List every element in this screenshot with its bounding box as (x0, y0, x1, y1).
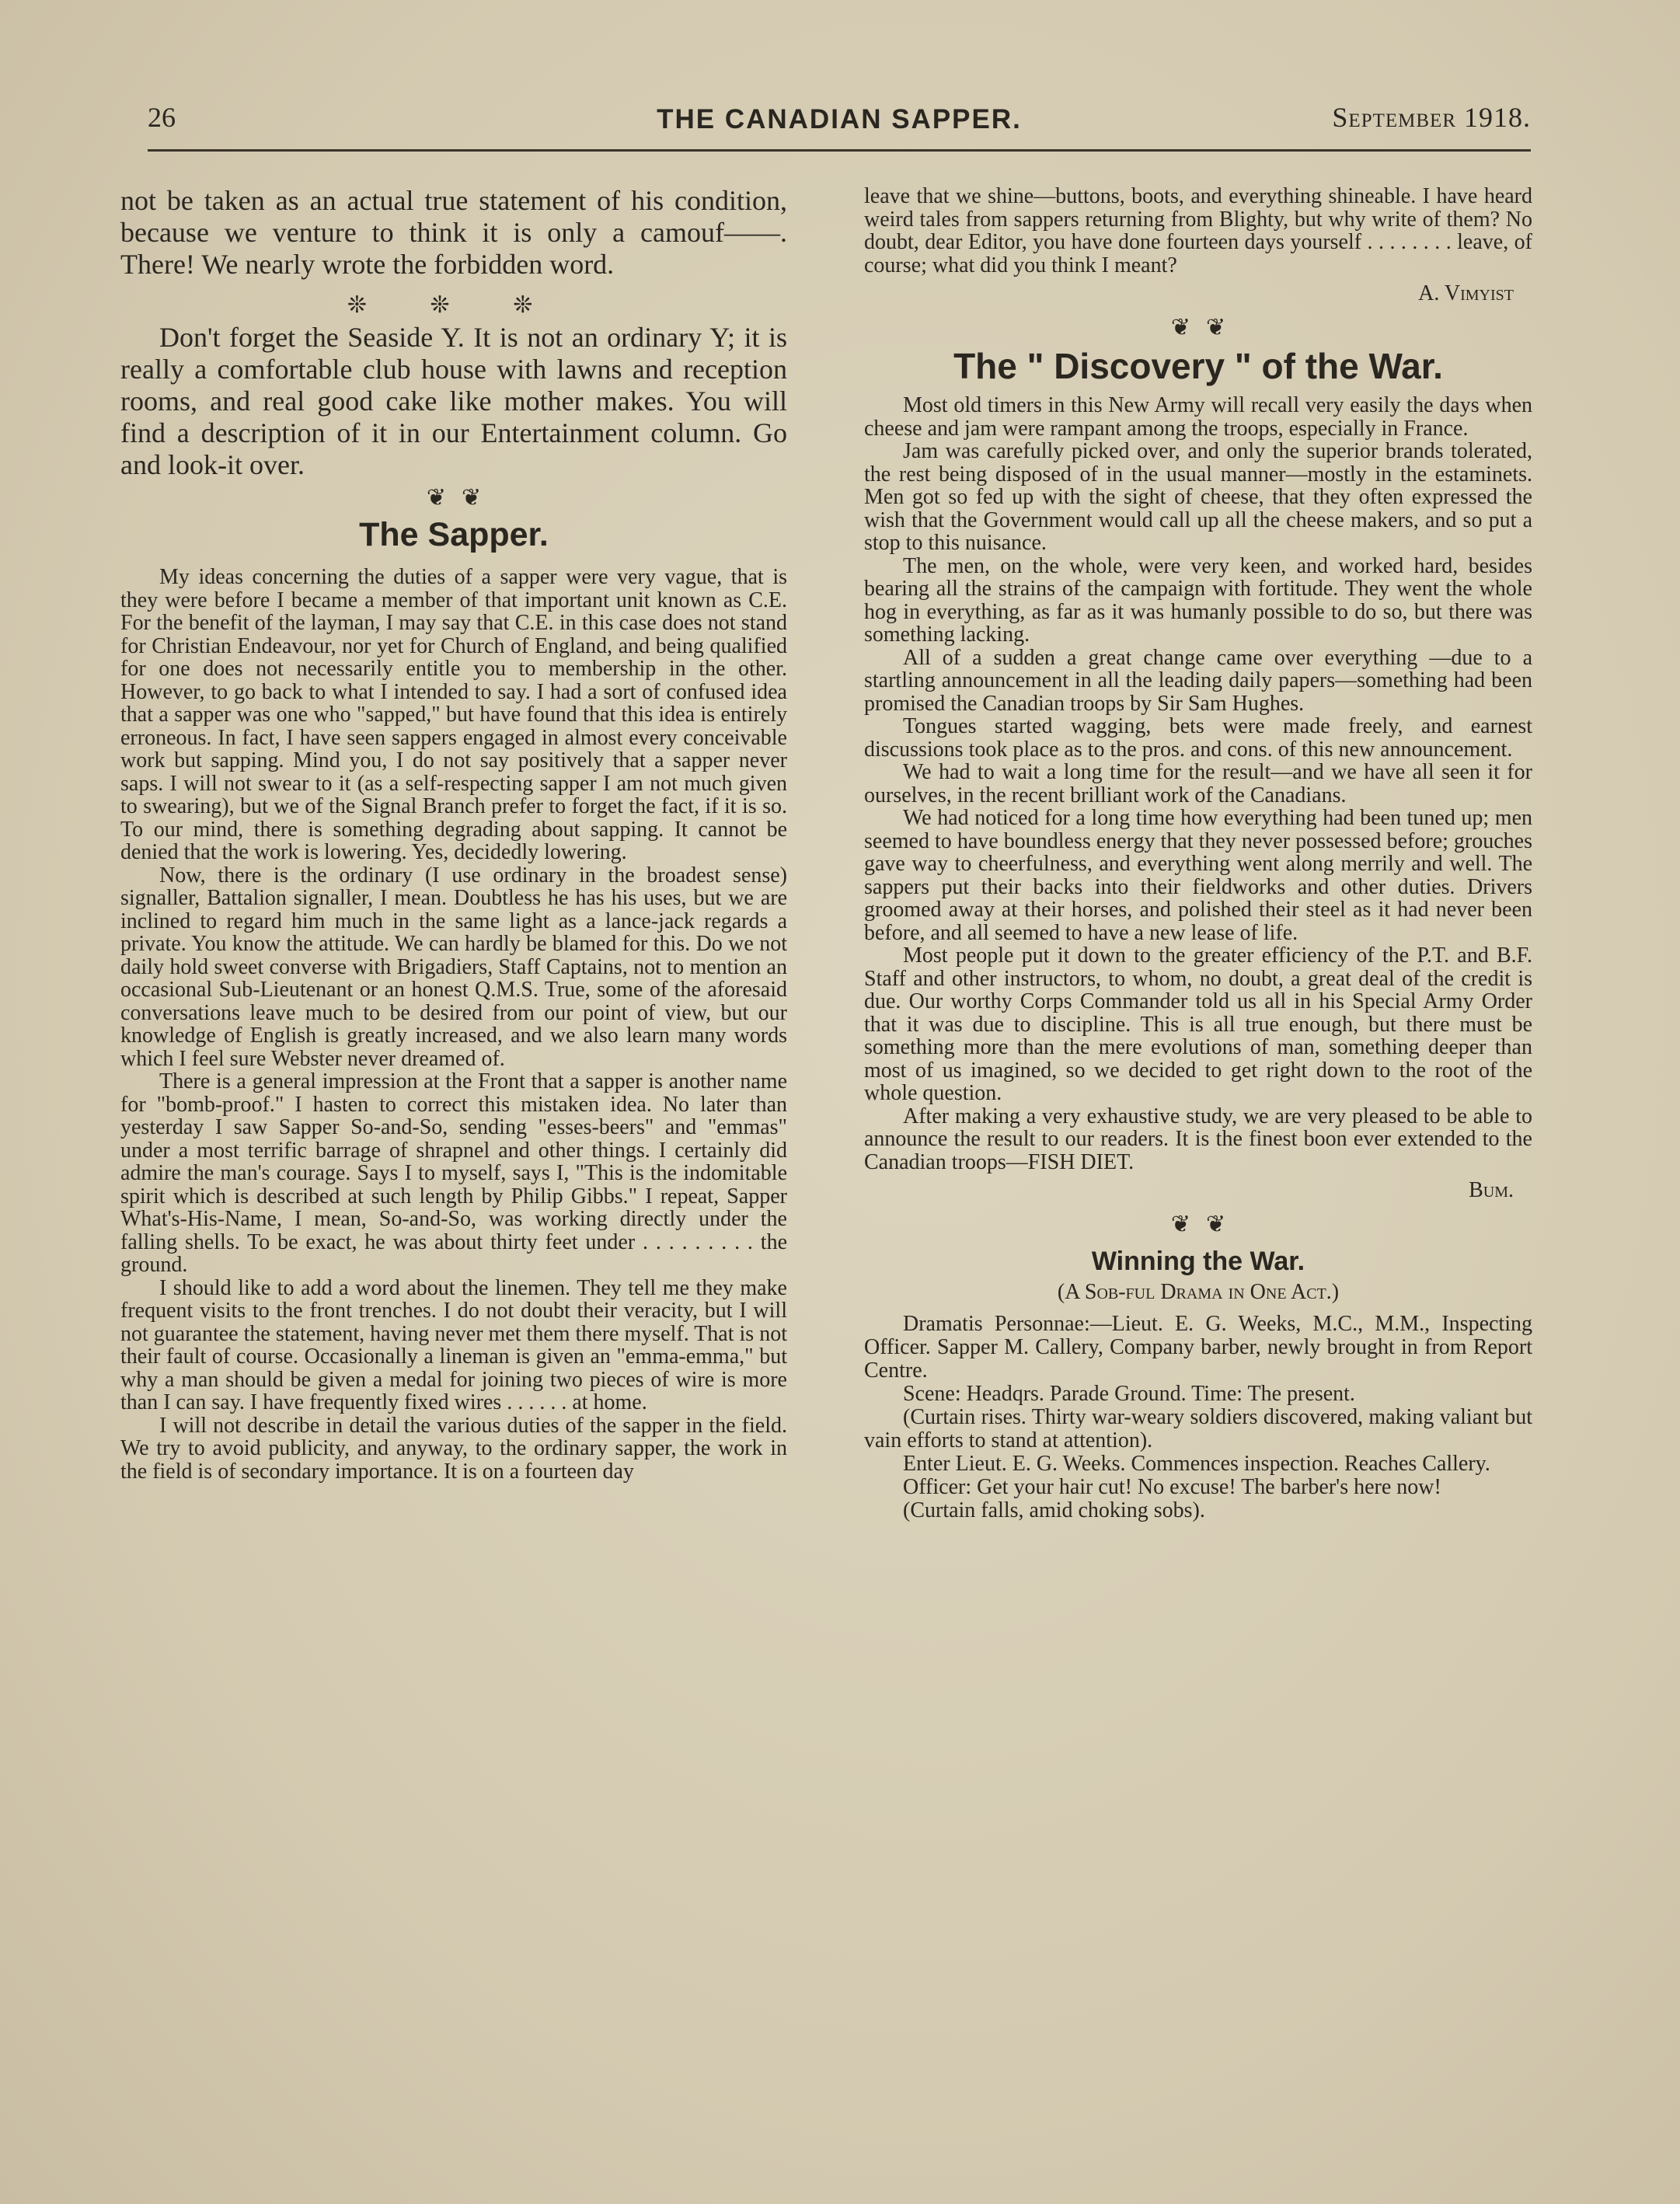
fleuron-icon: ❦ (1170, 1211, 1190, 1238)
left-column (120, 185, 787, 1483)
article-title-discovery: The " Discovery " of the War. (953, 346, 1443, 386)
page-number: 26 (148, 102, 176, 133)
fleuron-icon: ❦ (426, 484, 446, 511)
intro-paragraph: not be taken as an actual true statement of his condition, because we venture to think it is only a camouf——. There! We nearly wrote the forbidden word. (120, 185, 787, 280)
page-header (148, 101, 1531, 148)
author-signature: Bum. (1469, 1178, 1514, 1202)
article-paragraph: The men, on the whole, were very keen, and worked hard, besides bearing all the strains of the campaign with fortitude. They went the whole hog in everything, as far as it was humanly possible to do so, but there was something lacking. (864, 553, 1532, 647)
article-paragraph: There is a general impression at the Front that a sapper is another name for "bomb-proof." I hasten to correct this mistaken idea. No later than yesterday I saw Sapper So-and-So, sending "esses-beers" and "emmas" under a most terrific barrage of shrapnel and other things. I certainly did admire the man's courage. Says I to myself, says I, "This is the indomitable spirit which is described at such length by Philip Gibbs." I repeat, Sapper What's-His-Name, I mean, So-and-So, was working directly under the falling shells. To be exact, he was about thirty feet under . . . . . . . . . the ground. (120, 1069, 787, 1277)
article-paragraph: After making a very exhaustive study, we are very pleased to be able to announce the result to our readers. It is the finest boon ever extended to the Canadian troops—FISH DIET. (864, 1104, 1532, 1174)
article-body-sapper (120, 566, 787, 1483)
article-body-winning (864, 1313, 1532, 1522)
drama-paragraph: Enter Lieut. E. G. Weeks. Commences inspection. Reaches Callery. (903, 1452, 1490, 1476)
asterisk-divider: ❊ ❊ ❊ (347, 291, 561, 319)
article-paragraph: Tongues started wagging, bets were made freely, and earnest discussions took place as to the pros. and cons. of this new announcement. (864, 714, 1532, 762)
author-signature: A. Vimyist (1418, 281, 1514, 305)
header-rule (148, 149, 1531, 152)
drama-paragraph: Officer: Get your hair cut! No excuse! The barber's here now! (903, 1475, 1441, 1499)
article-paragraph: Now, there is the ordinary (I use ordinary in the broadest sense) signaller, Battalion signaller, I mean. Doubtless he has his uses, but we are inclined to regard him much in the same light as a lance-jack regards a private. You know the attitude. We can hardly be blamed for this. Do we not daily hold sweet converse with Brigadiers, Staff Captains, not to mention an occasional Sub-Lieutenant or an honest Q.M.S. True, some of the aforesaid conversations leave much to be desired from our point of view, but our knowledge of English is greatly increased, and we also learn many words which I feel sure Webster never dreamed of. (120, 863, 787, 1071)
ornament-divider (864, 314, 1532, 341)
article-continuation (864, 185, 1532, 277)
drama-paragraph: Dramatis Personnae:—Lieut. E. G. Weeks, M.C., M.M., Inspecting Officer. Sapper M. Callery, Company barber, newly brought in from Report Centre. (864, 1312, 1532, 1383)
ornament-divider (120, 484, 787, 511)
article-body-discovery (864, 394, 1532, 1173)
article-subtitle: (A Sob-ful Drama in One Act.) (1057, 1280, 1340, 1304)
fleuron-icon: ❦ (1206, 1211, 1226, 1238)
fleuron-icon: ❦ (1206, 314, 1226, 341)
ornament-divider (864, 1211, 1532, 1238)
article-paragraph: Most old timers in this New Army will recall very easily the days when cheese and jam were rampant among the troops, especially in France. (864, 393, 1532, 441)
article-title-winning: Winning the War. (1091, 1247, 1305, 1276)
right-column (864, 185, 1532, 1522)
journal-title: THE CANADIAN SAPPER. (657, 104, 1022, 134)
article-paragraph: I will not describe in detail the various duties of the sapper in the field. We try to avoid publicity, and anyway, to the ordinary sapper, the work in the field is of secondary importance. It is on a fourteen day (120, 1413, 787, 1484)
article-paragraph: My ideas concerning the duties of a sapper were very vague, that is they were before I became a member of that important unit known as C.E. For the benefit of the layman, I may say that C.E. in this case does not stand for Christian Endeavour, nor yet for Church of England, and being qualified for one does not necessarily entitle you to membership in the other. However, to go back to what I intended to say. I had a sort of confused idea that a sapper was one who "sapped," but have found that this idea is entirely erroneous. In fact, I have seen sappers engaged in almost every conceivable work but sapping. Mind you, I do not say positively that a sapper never saps. I will not swear to it (as a self-respecting sapper I am not much given to swearing), but we of the Signal Branch prefer to forget the fact, if it is so. To our mind, there is something degrading about sapping. It cannot be denied that the work is lowering. Yes, decidedly lowering. (120, 565, 787, 864)
article-paragraph: We had to wait a long time for the result—and we have all seen it for ourselves, in the recent brilliant work of the Canadians. (864, 760, 1532, 807)
drama-paragraph: (Curtain falls, amid choking sobs). (903, 1498, 1205, 1522)
intro-section (120, 185, 787, 481)
article-paragraph: We had noticed for a long time how everything had been tuned up; men seemed to have boundless energy that they never possessed before; grouches gave way to cheerfulness, and everything went along merrily and well. The sappers put their backs into their fieldworks and other duties. Drivers groomed away at their horses, and polished their steel as it had never been before, and all seemed to have a new lease of life. (864, 806, 1532, 945)
intro-paragraph: Don't forget the Seaside Y. It is not an ordinary Y; it is really a comfortable club house with lawns and reception rooms, and real good cake like mother makes. You will find a description of it in our Entertainment column. Go and look-it over. (120, 322, 787, 480)
article-paragraph: Jam was carefully picked over, and only the superior brands tolerated, the rest being disposed of in the usual manner—mostly in the estaminets. Men got so fed up with the sight of cheese, that they often expressed the wish that the Government would call up all the cheese makers, and so put a stop to this nuisance. (864, 439, 1532, 555)
drama-paragraph: Scene: Headqrs. Parade Ground. Time: The present. (903, 1382, 1355, 1406)
article-paragraph: Most people put it down to the greater efficiency of the P.T. and B.F. Staff and other instructors, to whom, no doubt, a great deal of the credit is due. Our worthy Corps Commander told us all in his Special Army Order that it was due to discipline. This is all true enough, but there must be something more than the mere evolutions of man, something deeper than most of us imagined, so we decided to get right down to the root of the whole question. (864, 943, 1532, 1105)
article-title-sapper: The Sapper. (359, 516, 549, 553)
fleuron-icon: ❦ (1170, 314, 1190, 341)
fleuron-icon: ❦ (462, 484, 482, 511)
article-paragraph: leave that we shine—buttons, boots, and everything shineable. I have heard weird tales from sappers returning from Blighty, but why write of them? No doubt, dear Editor, you have done fourteen days yourself . . . . . . . . leave, of course; what did you think I meant? (864, 184, 1532, 277)
article-paragraph: I should like to add a word about the linemen. They tell me they make frequent visits to the front trenches. I do not doubt their veracity, but I will not guarantee the statement, having never met them there myself. That is not their fault of course. Occasionally a lineman is given an "emma-emma," but why a man should be given a medal for joining two pieces of wire is more than I can say. I have frequently fixed wires . . . . . . at home. (120, 1275, 787, 1414)
issue-date: September 1918. (1332, 102, 1531, 133)
drama-paragraph: (Curtain rises. Thirty war-weary soldiers discovered, making valiant but vain efforts to stand at attention). (864, 1405, 1532, 1452)
article-paragraph: All of a sudden a great change came over everything —due to a startling announcement in all the leading daily papers—something had been promised the Canadian troops by Sir Sam Hughes. (864, 645, 1532, 716)
